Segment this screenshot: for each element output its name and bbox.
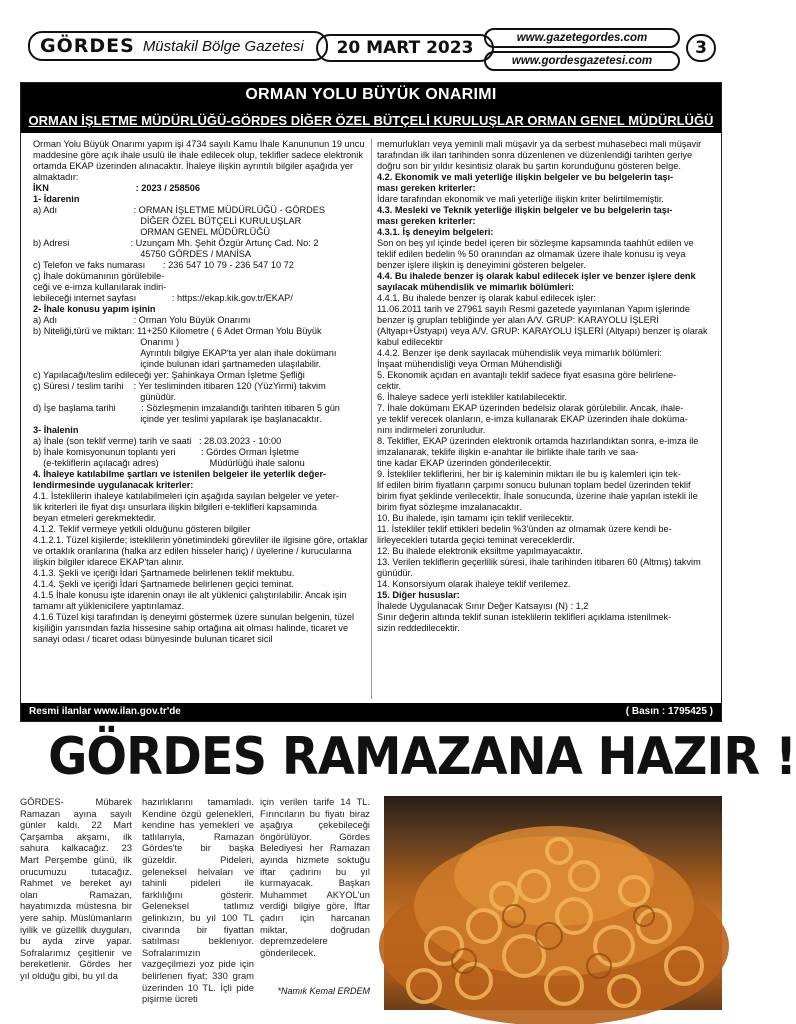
announcement-paragraph: 12. Bu ihalede elektronik eksiltme yapılmayacaktır. xyxy=(377,546,583,556)
announcement-paragraph: 5. Ekonomik açıdan en avantajlı teklif sadece fiyat esasına göre belirlene- cektir. xyxy=(377,370,677,391)
announcement-paragraph: 13. Verilen tekliflerin geçerlilik süresi, ihale tarihinden itibaren 60 (Altmış) takvim günüdür. xyxy=(377,557,704,578)
announcement-paragraph: İhalede Uygulanacak Sınır Değer Katsayısı (N) : 1,2 Sınır değerin altında teklif sunan isteklilerin teklifleri açıklama istenilmek- sizin reddedilecektir. xyxy=(377,601,672,633)
announcement-paragraph: memurlukları veya yeminli mali müşavir ya da serbest muhasebeci mali müşavir tarafından ilk ilan tarihinden sonra düzenlenen ve düzenlendiği tarihten geriye doğru son bir yıldır kesintisiz olarak bu şartın korunduğunu gösteren belge. xyxy=(377,139,704,171)
announcement-paragraph: a) Adı : Orman Yolu Büyük Onarımı xyxy=(33,315,251,325)
announcement-paragraph: 15. Diğer hususlar: xyxy=(377,590,460,600)
announcement-paragraph: Orman Yolu Büyük Onarımı yapım işi 4734 sayılı Kamu İhale Kanununun 19 uncu maddesine göre açık ihale usulü ile ihale edilecek olup, teklifler sadece elektronik ortamda EKAP üzerinden alınacaktır. İhaleye ilişkin ayrıntılı bilgiler aşağıda yer almaktadır: xyxy=(33,139,368,182)
story-column-2 xyxy=(142,796,254,1006)
website-list xyxy=(484,28,680,74)
announcement-right-column xyxy=(377,139,713,699)
announcement-paragraph: 4.1. İsteklilerin ihaleye katılabilmeleri için aşağıda sayılan belgeler ve yeter- lik kriterleri ile fiyat dışı unsurlara ilişkin bilgileri e-teklifleri kapsamında beyan etmeleri gerekmektedir. xyxy=(33,491,339,523)
dessert-illustration xyxy=(384,796,722,1010)
announcement-paragraph: 4.3. Mesleki ve Teknik yeterliğe ilişkin belgeler ve bu belgelerin taşı- ması gereken kriterler: xyxy=(377,205,673,226)
story-byline: *Namık Kemal ERDEM xyxy=(277,986,370,996)
announcement-paragraph: 3- İhalenin xyxy=(33,425,79,435)
announcement-paragraph: 4.4. Bu ihalede benzer iş olarak kabul edilecek işler ve benzer işlere denk sayılacak mühendislik ve mimarlık bölümleri: xyxy=(377,271,699,292)
announcement-paragraph: 4.3.1. İş deneyim belgeleri: xyxy=(377,227,494,237)
announcement-paragraph: ç) Süresi / teslim tarihi : Yer tesliminden itibaren 120 (YüzYirmi) takvim günüdür. xyxy=(33,381,326,402)
dessert-photo xyxy=(384,796,722,1010)
official-ads-link[interactable]: Resmi ilanlar www.ilan.gov.tr'de xyxy=(29,706,181,717)
newspaper-logo xyxy=(28,31,328,61)
announcement-paragraph: 4.1.3. Şekli ve içeriği İdari Şartnamede belirlenen teklif mektubu. xyxy=(33,568,295,578)
announcement-paragraph: c) Telefon ve faks numarası : 236 547 10 79 - 236 547 10 72 xyxy=(33,260,294,270)
announcement-paragraph: 4.1.4. Şekli ve içeriği İdari Şartnamede belirlenen geçici teminat. xyxy=(33,579,294,589)
announcement-paragraph: 4.4.2. Benzer işe denk sayılacak mühendislik veya mimarlık bölümleri: İnşaat mühendisliği veya Orman Mühendisliği xyxy=(377,348,662,369)
announcement-paragraph: 4.1.6 Tüzel kişi tarafından iş deneyimi göstermek üzere sunulan belgenin, tüzel kişiliğin yarısından fazla hissesine sahip ortağına ait olması halinde, ticaret ve sanayi odası / ticaret odası bünyesinde bulunan ticaret sicil xyxy=(33,612,357,644)
announcement-paragraph: İdare tarafından ekonomik ve mali yeterliğe ilişkin kriter belirtilmemiştir. xyxy=(377,194,664,204)
press-number: ( Basın : 1795425 ) xyxy=(625,706,713,717)
announcement-paragraph: 4.1.2. Teklif vermeye yetkili olduğunu gösteren bilgiler xyxy=(33,524,251,534)
announcement-subtitle: ORMAN İŞLETME MÜDÜRLÜĞÜ-GÖRDES DİĞER ÖZEL BÜTÇELİ KURULUŞLAR ORMAN GENEL MÜDÜRLÜĞÜ xyxy=(21,107,721,133)
website-link-1[interactable]: www.gazetegordes.com xyxy=(484,28,680,48)
story-text-2: hazırlıklarını tamamladı. Kendine özgü gelenekleri, kendine has yemekleri ve tatlılarıyla, Ramazan Gördes'te bir başka güzeldir. Pideleri, geleneksel helvaları ve tahinli pideleri ile farklılığını gösterir. Geleneksel tatlımız gelinkızın, bu yıl 100 TL civarında bir fiyattan satılması beklenıyor. Sofralarımızın vazgeçilmezi yoz pide için belirlenen fiyat; 330 gram üzerinden 10 TL. İçli pide pişirme ücreti xyxy=(142,796,254,1005)
announcement-left-column xyxy=(33,139,371,699)
column-divider xyxy=(371,139,372,699)
announcement-paragraph: 1- İdarenin xyxy=(33,194,80,204)
tender-announcement xyxy=(20,82,722,722)
announcement-paragraph: 11. İstekliler teklif ettikleri bedelin %3'ünden az olmamak üzere kendi be- lirleyecekleri tutarda geçici teminat vereceklerdir. xyxy=(377,524,672,545)
announcement-paragraph: d) İşe başlama tarihi : Sözleşmenin imzalandığı tarihten itibaren 5 gün içinde yer teslimi yapılarak işe başlanacaktır. xyxy=(33,403,340,424)
announcement-paragraph: b) İhale komisyonunun toplantı yeri : Gördes Orman İşletme (e-tekliflerin açılacağı adres) Müdürlüğü ihale salonu xyxy=(33,447,305,468)
story-column-1 xyxy=(20,796,132,1006)
announcement-paragraph: 7. İhale dokümanı EKAP üzerinden bedelsiz olarak görülebilir. Ancak, ihale- ye teklif verecek olanların, e-imza kullanarak EKAP üzerinden ihale doküma- nını indirmeleri zorunludur. xyxy=(377,403,688,435)
announcement-paragraph: ç) İhale dokümanının görülebile- ceği ve e-imza kullanılarak indiri- lebileceği internet sayfası : https://ekap.kik.gov.tr/EKAP/ xyxy=(33,271,293,303)
announcement-paragraph: b) Niteliği,türü ve miktarı: 11+250 Kilometre ( 6 Adet Orman Yolu Büyük Onarımı ) Ayrıntılı bilgiye EKAP'ta yer alan ihale dokümanı içinde bulunan idari şartnameden ulaşılabilir. xyxy=(33,326,337,369)
announcement-paragraph: b) Adresi : Uzunçam Mh. Şehit Özgür Artunç Cad. No: 2 45750 GÖRDES / MANİSA xyxy=(33,238,319,259)
announcement-paragraph: a) İhale (son teklif verme) tarih ve saati : 28.03.2023 - 10:00 xyxy=(33,436,282,446)
issue-date: 20 MART 2023 xyxy=(316,34,494,62)
announcement-paragraph: 4.1.2.1. Tüzel kişilerde; isteklilerin yönetimindeki görevliler ile ilgisine göre, ortaklar ve ortaklık oranlarına (halka arz edilen hisseler hariç) / üyelerine / kurucularına ilişkin bilgiler idarece EKAP'tan alınır. xyxy=(33,535,371,567)
announcement-paragraph: a) Adı : ORMAN İŞLETME MÜDÜRLÜĞÜ - GÖRDES DİĞER ÖZEL BÜTÇELİ KURULUŞLAR ORMAN GENEL MÜDÜRLÜĞÜ xyxy=(33,205,326,237)
announcement-paragraph: 14. Konsorsiyum olarak ihaleye teklif verilemez. xyxy=(377,579,571,589)
announcement-footer xyxy=(21,703,721,721)
announcement-paragraph: c) Yapılacağı/teslim edileceği yer: Şahinkaya Orman İşletme Şefliği xyxy=(33,370,305,380)
announcement-paragraph: 8. Teklifler, EKAP üzerinden elektronik ortamda hazırlandıktan sonra, e-imza ile imzalanarak, teklife ilişkin e-anahtar ile birlikte ihale tarih ve saa- tine kadar EKAP üzerinden gönderilecektir. xyxy=(377,436,699,468)
page-number: 3 xyxy=(686,34,716,62)
announcement-paragraph: 4.4.1. Bu ihalede benzer iş olarak kabul edilecek işler: 11.06.2011 tarih ve 27961 sayılı Resmi gazetede yayımlanan Yapım işlerinde benzer iş grupları tebliğinde yer alan A/V. GRUP: KARAYOLU İŞLERİ (Altyapı+Üstyapı) veya A/V. GRUP: KARAYOLU İŞLERİ (Altyapı) benzer iş olarak kabul edilecektir xyxy=(377,293,708,347)
announcement-paragraph: 6. İhaleye sadece yerli istekliler katılabilecektir. xyxy=(377,392,567,402)
announcement-paragraph: 4. İhaleye katılabilme şartları ve istenilen belgeler ile yeterlik değer- lendirmesinde uygulanacak kriterler: xyxy=(33,469,327,490)
announcement-paragraph: 4.2. Ekonomik ve mali yeterliğe ilişkin belgeler ve bu belgelerin taşı- ması gereken kriterler: xyxy=(377,172,674,193)
announcement-paragraph: 9. İstekliler tekliflerini, her bir iş kaleminin miktarı ile bu iş kalemleri için tek- lif edilen birim fiyatların çarpımı sonucu bulunan toplam bedel üzerinden teklif birim fiyat şeklinde verilecektir. İhale sonucunda, üzerine ihale yapılan istekli ile birim fiyat sözleşme imzalanacaktır. xyxy=(377,469,698,512)
masthead xyxy=(20,22,722,76)
announcement-paragraph: 4.1.5 İhale konusu işte idarenin onayı ile alt yüklenici çalıştırılabilir. Ancak işin tamamı alt yüklenicilere yaptırılamaz. xyxy=(33,590,350,611)
website-link-2[interactable]: www.gordesgazetesi.com xyxy=(484,51,680,71)
announcement-paragraph: İKN : 2023 / 258506 xyxy=(33,183,200,193)
logo-tagline: Müstakil Bölge Gazetesi xyxy=(142,37,304,55)
announcement-title: ORMAN YOLU BÜYÜK ONARIMI xyxy=(21,83,721,107)
story-text-1: GÖRDES- Mübarek Ramazan ayına sayılı günler kaldı. 22 Mart Çarşamba akşamı, ilk sahura kalkacağız. 23 Mart Perşembe günü, ilk orucumuzu tutacağız. Rahmet ve bereket ayı olan Ramazan, hayatımızda müstesna bir yere sahip. Müslümanların iyilik ve güzellik duyguları, bu ayda zirve yapar. Sofralarımız çeşitlenir ve bereketlenir. Gördes her yıl olduğu gibi, bu yıl da xyxy=(20,796,132,981)
announcement-paragraph: Son on beş yıl içinde bedel içeren bir sözleşme kapsamında taahhüt edilen ve teklif edilen bedelin % 50 oranından az olmamak üzere ihale konusu iş veya benzer işlere ilişkin iş deneyimini gösteren belgeler. xyxy=(377,238,697,270)
announcement-paragraph: 10. Bu ihalede, işin tamamı için teklif verilecektir. xyxy=(377,513,575,523)
announcement-paragraph: 2- İhale konusu yapım işinin xyxy=(33,304,156,314)
story-column-3 xyxy=(260,796,370,1006)
story-headline: GÖRDES RAMAZANA HAZIR ! xyxy=(48,727,796,787)
logo-name: GÖRDES xyxy=(40,35,135,57)
story-text-3: için verilen tarife 14 TL. Fırıncıların bu fiyatı biraz aşağıya çekebileceği öngörülüyor. Gördes Belediyesi her Ramazan ayında hizmete soktuğu iftar çadırını bu yıl kurmayacak. Başkan Muhammet AKYOL'un verdiği bilgiye göre, İftar çadırı için harcanan miktar, doğrudan depremzedelere gönderilecek. xyxy=(260,796,370,958)
